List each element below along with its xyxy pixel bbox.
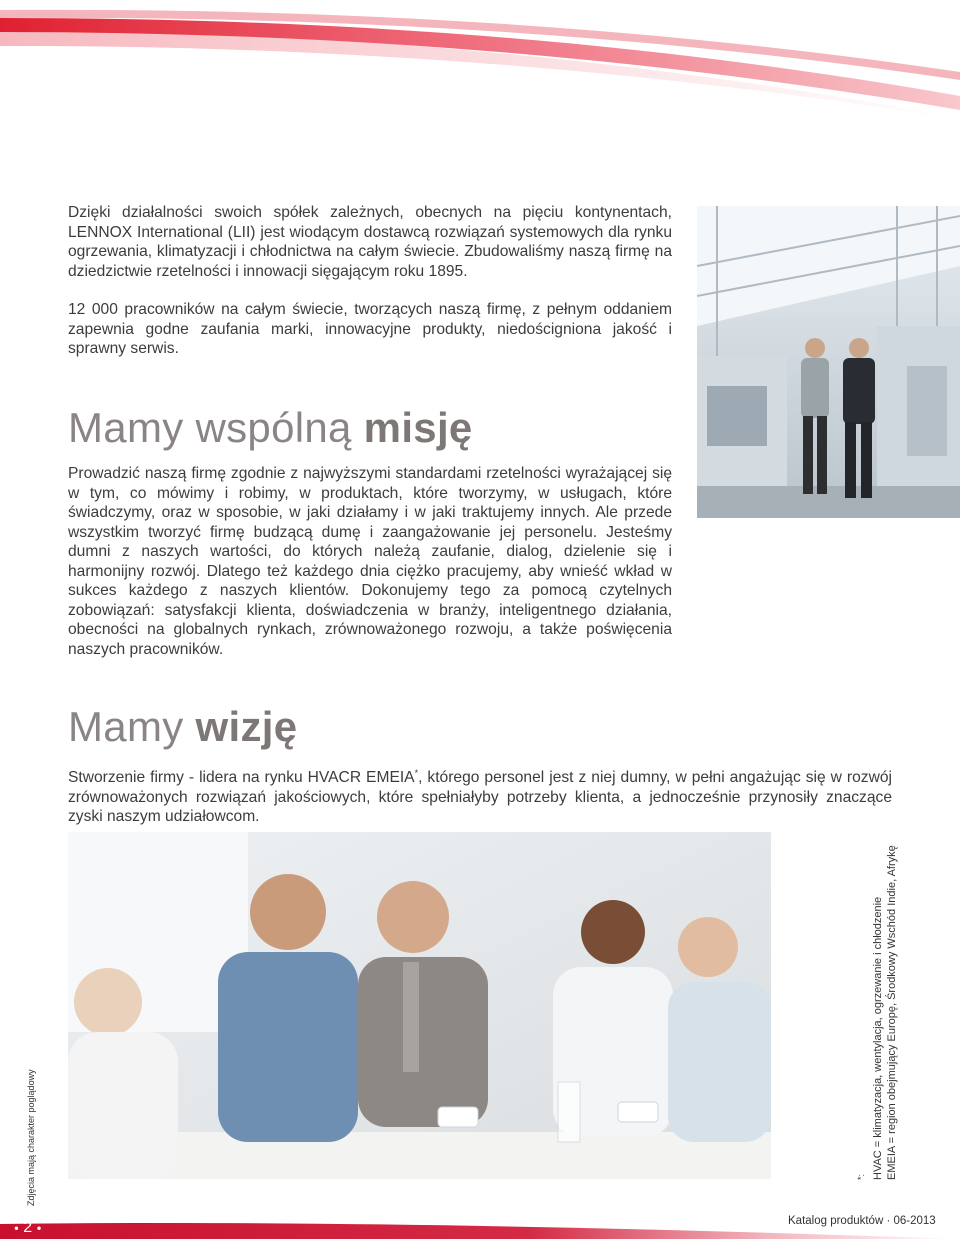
footnote-mark: *: [856,1173,866,1180]
footnote-line-2: EMEIA = region obejmujący Europę, Środkowy Wschód Indie, Afrykę [886,845,898,1180]
factory-photo [697,206,960,518]
mission-body: Prowadzić naszą firmę zgodnie z najwyższymi standardami rzetelności wyrażającej się w tym, co mówimy i robimy, w produktach, które tworzymy, w usługach, które świadczymy, oraz w sposobie, w jaki działamy i w jaki traktujemy innych. Ale przede wszystkim tworzyć firmę budzącą dumę i zaangażowanie jej personelu. Jesteśmy dumni z naszych wartości, do których należą zaufanie, dialog, dzielenie się i harmonijny rozwój. Dlatego też każdego dnia ciężko pracujemy, aby wnieść wkład w sukces każdego z naszych klientów. Dokonujemy tego za pomocą czytelnych zobowiązań: satysfakcji klienta, doświadczenia w branży, inteligentnego działania, obecności na globalnych rynkach, zrównoważonego rozwoju, a także poświęcenia naszych pracowników. [68,465,672,658]
footnote-line-1: HVAC = klimatyzacja, wentylacja, ogrzewanie i chłodzenie [872,896,884,1180]
photo-disclaimer-text: Zdjęcia mają charakter poglądowy [26,1069,36,1206]
mission-heading-light: Mamy wspólną [68,404,364,451]
header-swoosh [0,0,960,120]
meeting-photo [68,832,771,1179]
page-number: ● 2 ● [14,1219,42,1236]
mission-heading-bold: misję [363,404,473,451]
vision-body [68,764,892,827]
vision-heading [68,704,297,750]
photo-disclaimer [26,1069,36,1206]
footnote-asterisk: * [414,768,419,778]
page-number-text: 2 [23,1219,33,1236]
vision-heading-bold: wizję [195,703,298,750]
catalog-label: Katalog produktów · 06-2013 [788,1215,936,1227]
vision-body-end: , którego personel jest z niej dumny, w pełni angażując się w rozwój zrównoważonych rozwiązań jakościowych, które spełniałyby potrzeby klienta, a jednocześnie przynosiły znaczące zyski naszym udziałowcom. [68,769,892,826]
vision-body-start: Stworzenie firmy - lidera na rynku HVACR EMEIA [68,769,415,787]
vision-heading-light: Mamy [68,703,196,750]
intro-paragraph-2: 12 000 pracowników na całym świecie, tworzących naszą firmę, z pełnym oddaniem zapewnia godne zaufania marki, innowacyjne produkty, niedościgniona jakość i sprawny serwis. [68,301,672,357]
intro-paragraph-1: Dzięki działalności swoich spółek zależnych, obecnych na pięciu kontynentach, LENNOX International (LII) jest wiodącym dostawcą rozwiązań systemowych dla rynku ogrzewania, klimatyzacji i chłodnictwa na całym świecie. Zbudowaliśmy naszą firmę na dziedzictwie rzetelności i innowacji sięgającym roku 1895. [68,204,672,280]
mission-heading [68,405,473,451]
